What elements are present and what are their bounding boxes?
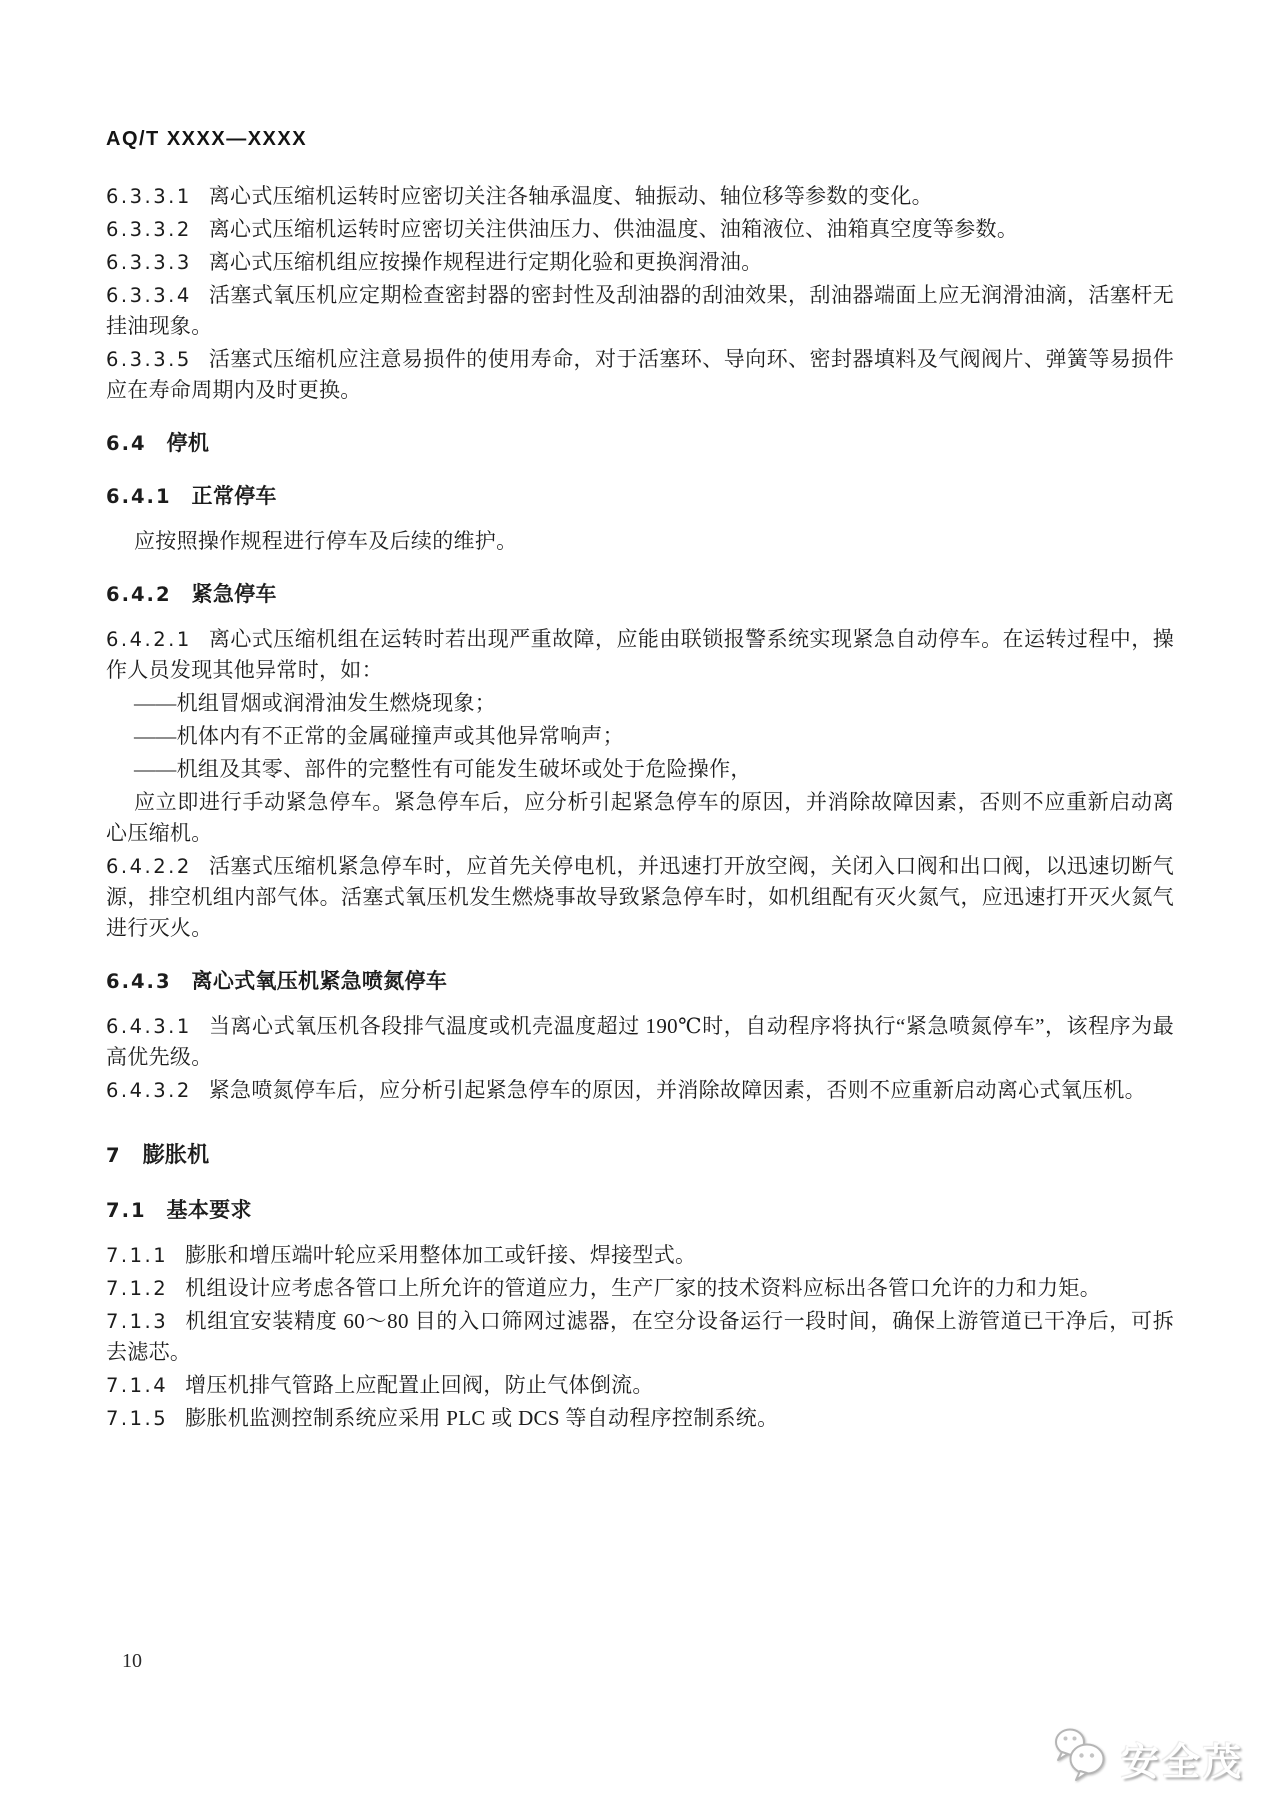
clause-text: ——机组及其零、部件的完整性有可能发生破坏或处于危险操作，	[134, 757, 752, 781]
clause-text: 活塞式氧压机应定期检查密封器的密封性及刮油器的刮油效果，刮油器端面上应无润滑油滴，活塞杆无挂油现象。	[106, 283, 1174, 338]
page-number: 10	[122, 1650, 142, 1672]
dash-list-item	[106, 688, 1174, 719]
clause-paragraph	[106, 1240, 1174, 1271]
clause-number: 6.3.3.4	[106, 284, 192, 307]
clause-number: 6.4.3	[106, 970, 172, 993]
clause-text: 应立即进行手动紧急停车。紧急停车后，应分析引起紧急停车的原因，并消除故障因素，否则不应重新启动离心压缩机。	[106, 790, 1174, 845]
clause-paragraph	[106, 1075, 1174, 1106]
clause-text: 离心式压缩机组应按操作规程进行定期化验和更换润滑油。	[208, 250, 763, 274]
clause-number: 6.4.2.1	[106, 628, 192, 651]
dash-list-item	[106, 721, 1174, 752]
clause-number: 6.3.3.1	[106, 185, 192, 208]
clause-number: 6.4.3.1	[106, 1015, 192, 1038]
clause-paragraph	[106, 1273, 1174, 1304]
subsection-heading	[106, 579, 1174, 610]
clause-paragraph	[106, 1370, 1174, 1401]
clause-paragraph	[106, 851, 1174, 944]
clause-number: 7.1.2	[106, 1277, 169, 1300]
clause-text: 机组设计应考虑各管口上所允许的管道应力，生产厂家的技术资料应标出各管口允许的力和力矩。	[185, 1276, 1102, 1300]
clause-text: 紧急停车	[191, 582, 277, 606]
clause-text: 基本要求	[166, 1198, 252, 1222]
clause-paragraph	[106, 1011, 1174, 1073]
subsection-heading	[106, 481, 1174, 512]
clause-text: 离心式氧压机紧急喷氮停车	[191, 969, 448, 993]
clause-number: 7	[106, 1144, 121, 1167]
clause-text: 停机	[166, 431, 210, 455]
body-paragraph	[106, 526, 1174, 557]
clause-text: 离心式压缩机运转时应密切关注供油压力、供油温度、油箱液位、油箱真空度等参数。	[208, 217, 1019, 241]
clause-text: ——机体内有不正常的金属碰撞声或其他异常响声；	[134, 724, 624, 748]
clause-text: 应按照操作规程进行停车及后续的维护。	[134, 529, 518, 553]
clause-number: 7.1	[106, 1199, 147, 1222]
clause-number: 6.4.1	[106, 485, 172, 508]
clause-text: 活塞式压缩机紧急停车时，应首先关停电机，并迅速打开放空阀，关闭入口阀和出口阀，以迅速切断气源，排空机组内部气体。活塞式氧压机发生燃烧事故导致紧急停车时，如机组配有灭火氮气，应迅速打开灭火氮气进行灭火。	[106, 854, 1174, 940]
clause-text: 膨胀和增压端叶轮应采用整体加工或钎接、焊接型式。	[185, 1243, 697, 1267]
clause-text: 活塞式压缩机应注意易损件的使用寿命，对于活塞环、导向环、密封器填料及气阀阀片、弹簧等易损件应在寿命周期内及时更换。	[106, 347, 1174, 402]
body-paragraph	[106, 787, 1174, 849]
clause-number: 6.4	[106, 432, 147, 455]
clause-text: 紧急喷氮停车后，应分析引起紧急停车的原因，并消除故障因素，否则不应重新启动离心式氧压机。	[208, 1078, 1146, 1102]
clause-number: 6.3.3.2	[106, 218, 192, 241]
dash-list-item	[106, 754, 1174, 785]
clause-text: 当离心式氧压机各段排气温度或机壳温度超过 190℃时，自动程序将执行“紧急喷氮停车”，该程序为最高优先级。	[106, 1014, 1174, 1069]
chat-bubbles-icon	[1049, 1726, 1113, 1791]
document-content	[106, 128, 1174, 1436]
brand-name: 安全茂	[1120, 1740, 1244, 1784]
clause-text: 机组宜安装精度 60～80 目的入口筛网过滤器，在空分设备运行一段时间，确保上游管道已干净后，可拆去滤芯。	[106, 1309, 1174, 1364]
clause-number: 6.3.3.5	[106, 348, 192, 371]
clause-number: 6.4.2	[106, 583, 172, 606]
clause-paragraph	[106, 624, 1174, 686]
doc-code: AQ/T XXXX—XXXX	[106, 128, 308, 150]
document-body	[106, 181, 1174, 1434]
clause-number: 6.4.3.2	[106, 1079, 192, 1102]
section-heading	[106, 1195, 1174, 1226]
clause-text: ——机组冒烟或润滑油发生燃烧现象；	[134, 691, 497, 715]
subsection-heading	[106, 966, 1174, 997]
clause-text: 膨胀机	[142, 1143, 210, 1168]
clause-text: 膨胀机监测控制系统应采用 PLC 或 DCS 等自动程序控制系统。	[185, 1406, 779, 1430]
footer-watermark	[1049, 1726, 1244, 1791]
clause-number: 7.1.1	[106, 1244, 169, 1267]
clause-text: 正常停车	[191, 484, 277, 508]
clause-paragraph	[106, 214, 1174, 245]
clause-paragraph	[106, 280, 1174, 342]
clause-number: 6.4.2.2	[106, 855, 192, 878]
clause-number: 7.1.3	[106, 1310, 169, 1333]
chapter-heading	[106, 1140, 1174, 1171]
clause-paragraph	[106, 181, 1174, 212]
clause-number: 7.1.5	[106, 1407, 169, 1430]
clause-number: 6.3.3.3	[106, 251, 192, 274]
clause-paragraph	[106, 1403, 1174, 1434]
clause-paragraph	[106, 344, 1174, 406]
clause-paragraph	[106, 247, 1174, 278]
clause-paragraph	[106, 1306, 1174, 1368]
clause-text: 离心式压缩机运转时应密切关注各轴承温度、轴振动、轴位移等参数的变化。	[208, 184, 933, 208]
clause-text: 离心式压缩机组在运转时若出现严重故障，应能由联锁报警系统实现紧急自动停车。在运转过程中，操作人员发现其他异常时，如：	[106, 627, 1174, 682]
section-heading	[106, 428, 1174, 459]
clause-text: 增压机排气管路上应配置止回阀，防止气体倒流。	[185, 1373, 654, 1397]
clause-number: 7.1.4	[106, 1374, 169, 1397]
